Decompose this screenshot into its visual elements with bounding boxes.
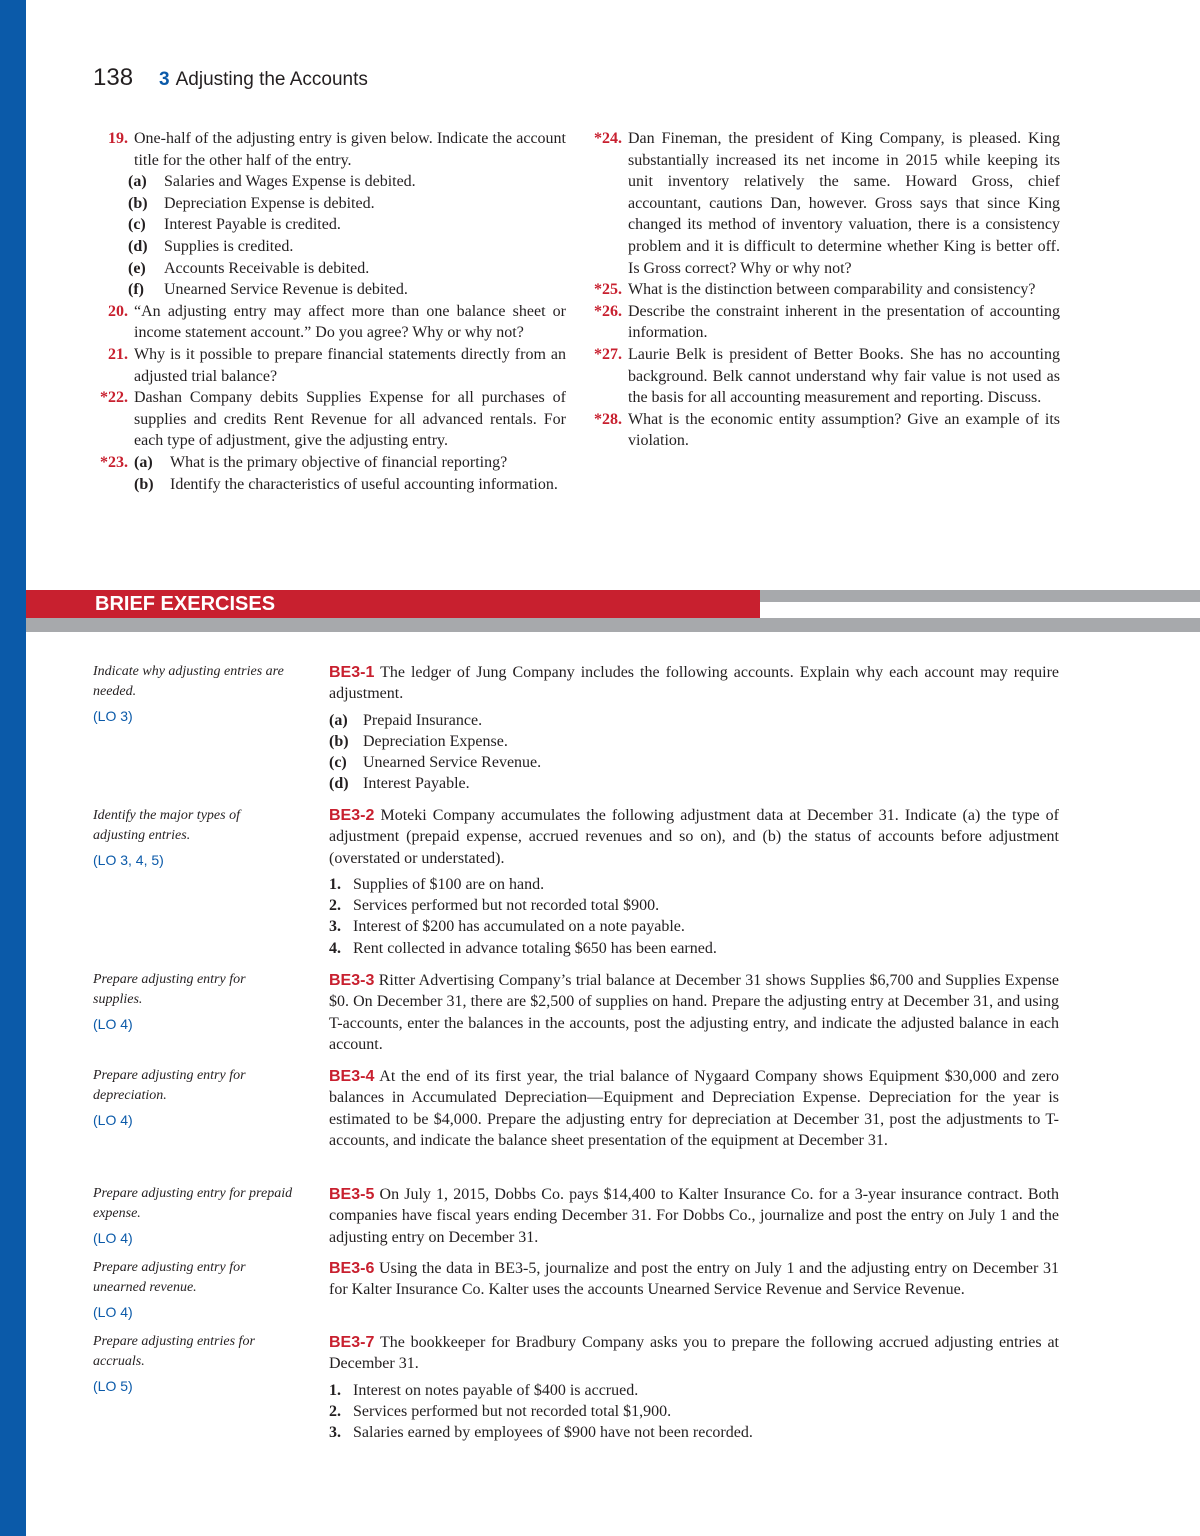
- margin-note-text: Prepare adjusting entry for depreciation.: [93, 1068, 246, 1103]
- subitem-label: (d): [128, 237, 148, 255]
- chapter-number: 3: [159, 69, 170, 90]
- subitem-label: (e): [128, 259, 146, 277]
- item-label: 4.: [329, 939, 341, 957]
- subitem-text: What is the primary objective of financial reporting?: [170, 453, 508, 471]
- learning-objective: (LO 5): [93, 1378, 133, 1394]
- question-number: *22.: [100, 389, 128, 407]
- question-number: *28.: [594, 410, 622, 428]
- exercise-text: At the end of its first year, the trial balance of Nygaard Company shows Equipment $30,000 and zero balances in Accumulated Depreciation—Equipment and Depreciation Expense. Depreciation for the year is estimated to be $4,000. Prepare the adjusting entry for depreciation at December 31, post the adjustments to T-accounts, and indicate the balance sheet presentation of the equipment at December 31.: [329, 1068, 1059, 1149]
- item-label: 2.: [329, 1402, 341, 1420]
- question-item: [572, 279, 1060, 301]
- question-subitem: [128, 258, 566, 280]
- subitem-label: (b): [128, 194, 148, 212]
- margin-note-text: Identify the major types of adjusting entries.: [93, 808, 240, 843]
- section-rule-under: [26, 618, 1200, 632]
- item-text: Salaries earned by employees of $900 have not been recorded.: [353, 1424, 753, 1442]
- list-item: [329, 938, 1059, 959]
- item-text: Rent collected in advance totaling $650 has been earned.: [353, 939, 717, 957]
- question-item: [78, 452, 566, 495]
- question-text: Dan Fineman, the president of King Company, is pleased. King substantially increased its net income in 2015 while keeping its unit inventory relatively the same. Howard Gross, chief accountant, cautions Dan, however. Gross says that since King changed its method of inventory valuation, there is a consistency problem and it is difficult to determine whether King is better off. Is Gross correct? Why or why not?: [628, 130, 1060, 277]
- question-number: 19.: [108, 130, 128, 147]
- margin-note: [93, 1332, 293, 1396]
- exercise-be3-6: [329, 1258, 1059, 1301]
- chapter-title: Adjusting the Accounts: [175, 69, 368, 90]
- exercise-be3-7: [329, 1332, 1059, 1443]
- question-text: Describe the constraint inherent in the presentation of accounting information.: [628, 302, 1060, 342]
- subitem-text: Accounts Receivable is debited.: [164, 259, 370, 277]
- list-item: [329, 1422, 1059, 1443]
- exercise-id: BE3-1: [329, 664, 375, 681]
- question-subitem: [128, 171, 566, 193]
- learning-objective: (LO 4): [93, 1230, 133, 1246]
- list-item: [329, 1380, 1059, 1401]
- learning-objective: (LO 3, 4, 5): [93, 852, 164, 868]
- margin-note-text: Indicate why adjusting entries are needed.: [93, 664, 284, 699]
- exercise-id: BE3-2: [329, 807, 375, 824]
- list-item: [329, 773, 1059, 794]
- question-item: [572, 344, 1060, 409]
- question-item: [78, 301, 566, 344]
- subitem-text: Interest Payable is credited.: [164, 216, 341, 234]
- question-subitem: [128, 236, 566, 258]
- exercise-id: BE3-6: [329, 1260, 375, 1277]
- margin-note-text: Prepare adjusting entry for unearned revenue.: [93, 1260, 246, 1295]
- page-number: 138: [93, 64, 134, 91]
- margin-note: [93, 1066, 293, 1130]
- learning-objective: (LO 3): [93, 708, 133, 724]
- questions-right-column: [572, 128, 1060, 452]
- margin-note-text: Prepare adjusting entry for prepaid expense.: [93, 1186, 293, 1221]
- learning-objective: (LO 4): [93, 1304, 133, 1320]
- question-item: [572, 409, 1060, 452]
- list-item: [329, 1401, 1059, 1422]
- questions-left-column: [78, 128, 566, 495]
- item-text: Unearned Service Revenue.: [363, 754, 542, 772]
- question-number: *26.: [594, 302, 622, 320]
- question-subitem: [128, 214, 566, 236]
- margin-note-text: Prepare adjusting entry for supplies.: [93, 972, 246, 1007]
- exercise-be3-5: [329, 1184, 1059, 1248]
- question-subitem: [128, 193, 566, 215]
- question-text: What is the distinction between comparability and consistency?: [628, 281, 1036, 299]
- item-text: Services performed but not recorded total $1,900.: [353, 1402, 672, 1420]
- exercise-be3-2: [329, 805, 1059, 959]
- question-item: [572, 301, 1060, 344]
- exercise-be3-4: [329, 1066, 1059, 1151]
- section-title: BRIEF EXERCISES: [95, 593, 276, 615]
- exercise-text: Ritter Advertising Company’s trial balance at December 31 shows Supplies $6,700 and Supplies Expense $0. On December 31, there are $2,500 of supplies on hand. Prepare the adjusting entry at December 31, and using T-accounts, enter the balances in the accounts, post the adjusting entry, and indicate the adjusted balance in each account.: [329, 972, 1060, 1053]
- item-label: 1.: [329, 1381, 341, 1399]
- question-text: Laurie Belk is president of Better Books. She has no accounting background. Belk cannot understand why fair value is not used as the basis for all accounting measurement and reporting. Discuss.: [628, 345, 1060, 407]
- subitem-label: (a): [134, 453, 153, 471]
- question-text: Why is it possible to prepare financial statements directly from an adjusted trial balance?: [134, 345, 566, 385]
- exercise-text: On July 1, 2015, Dobbs Co. pays $14,400 to Kalter Insurance Co. for a 3-year insurance contract. Both companies have fiscal years ending December 31. For Dobbs Co., journalize and post the entry on July 1 and the adjusting entry on December 31.: [329, 1186, 1059, 1246]
- item-label: (d): [329, 775, 349, 793]
- question-text: One-half of the adjusting entry is given below. Indicate the account title for the other half of the entry.: [134, 130, 566, 169]
- subitem-text: Unearned Service Revenue is debited.: [164, 281, 408, 299]
- item-text: Depreciation Expense.: [363, 732, 508, 750]
- question-number: *25.: [594, 281, 622, 299]
- exercise-id: BE3-5: [329, 1186, 375, 1203]
- list-item: [329, 752, 1059, 773]
- question-item: [78, 128, 566, 171]
- subitem-text: Salaries and Wages Expense is debited.: [164, 173, 416, 191]
- item-label: 1.: [329, 875, 341, 893]
- margin-note: [93, 662, 293, 726]
- subitem-label: (a): [128, 173, 147, 191]
- left-edge-bar: [0, 0, 26, 1536]
- question-item: [78, 344, 566, 387]
- section-rule-right: [760, 590, 1200, 602]
- item-label: (a): [329, 711, 348, 729]
- item-label: 2.: [329, 897, 341, 915]
- subitem-text: Identify the characteristics of useful accounting information.: [170, 475, 558, 493]
- margin-note: [93, 970, 293, 1034]
- item-text: Prepaid Insurance.: [363, 711, 483, 729]
- question-number: *27.: [594, 345, 622, 363]
- item-label: (c): [329, 754, 347, 772]
- item-text: Interest of $200 has accumulated on a note payable.: [353, 918, 685, 936]
- exercise-id: BE3-7: [329, 1334, 375, 1351]
- margin-note: [93, 806, 293, 870]
- list-item: [329, 874, 1059, 895]
- subitem-label: (c): [128, 216, 146, 234]
- item-text: Interest on notes payable of $400 is accrued.: [353, 1381, 639, 1399]
- list-item: [329, 916, 1059, 937]
- question-text: Dashan Company debits Supplies Expense for all purchases of supplies and credits Rent Revenue for all advanced rentals. For each type of adjustment, give the adjusting entry.: [134, 389, 566, 450]
- subitem-label: (f): [128, 281, 144, 299]
- exercise-text: The ledger of Jung Company includes the following accounts. Explain why each account may require adjustment.: [329, 664, 1059, 703]
- item-label: 3.: [329, 918, 341, 936]
- question-number: 20.: [108, 302, 128, 320]
- exercise-be3-1: [329, 662, 1059, 795]
- margin-note: [93, 1258, 293, 1322]
- item-label: (b): [329, 732, 349, 750]
- exercise-text: The bookkeeper for Bradbury Company asks you to prepare the following accrued adjusting entries at December 31.: [329, 1334, 1059, 1373]
- question-number: 21.: [108, 345, 128, 363]
- exercise-id: BE3-4: [329, 1068, 375, 1085]
- learning-objective: (LO 4): [93, 1112, 133, 1128]
- item-text: Interest Payable.: [363, 775, 470, 793]
- question-number: *24.: [594, 130, 622, 147]
- question-text: What is the economic entity assumption? Give an example of its violation.: [628, 410, 1060, 450]
- item-label: 3.: [329, 1424, 341, 1442]
- question-subitem: [128, 279, 566, 301]
- list-item: [329, 895, 1059, 916]
- list-item: [329, 710, 1059, 731]
- exercise-text: Moteki Company accumulates the following adjustment data at December 31. Indicate (a) the type of adjustment (prepaid expense, accrued revenues and so on), and (b) the status of accounts before adjustment (overstated or understated).: [329, 807, 1060, 867]
- list-item: [329, 731, 1059, 752]
- question-number: *23.: [100, 453, 128, 471]
- exercise-text: Using the data in BE3-5, journalize and post the entry on July 1 and the adjusting entry on December 31 for Kalter Insurance Co. Kalter uses the accounts Unearned Service Revenue and Service Revenue.: [329, 1260, 1060, 1299]
- margin-note: [93, 1184, 293, 1248]
- learning-objective: (LO 4): [93, 1016, 133, 1032]
- question-item: [572, 128, 1060, 279]
- subitem-text: Supplies is credited.: [164, 237, 294, 255]
- question-item: [78, 387, 566, 452]
- subitem-text: Depreciation Expense is debited.: [164, 194, 375, 212]
- page-header: [93, 64, 368, 98]
- exercise-id: BE3-3: [329, 972, 375, 989]
- question-text: “An adjusting entry may affect more than one balance sheet or income statement account.” Do you agree? Why or why not?: [134, 302, 566, 342]
- item-text: Supplies of $100 are on hand.: [353, 875, 545, 893]
- margin-note-text: Prepare adjusting entries for accruals.: [93, 1334, 255, 1369]
- item-text: Services performed but not recorded total $900.: [353, 897, 660, 915]
- subitem-label: (b): [134, 475, 154, 493]
- exercise-be3-3: [329, 970, 1059, 1055]
